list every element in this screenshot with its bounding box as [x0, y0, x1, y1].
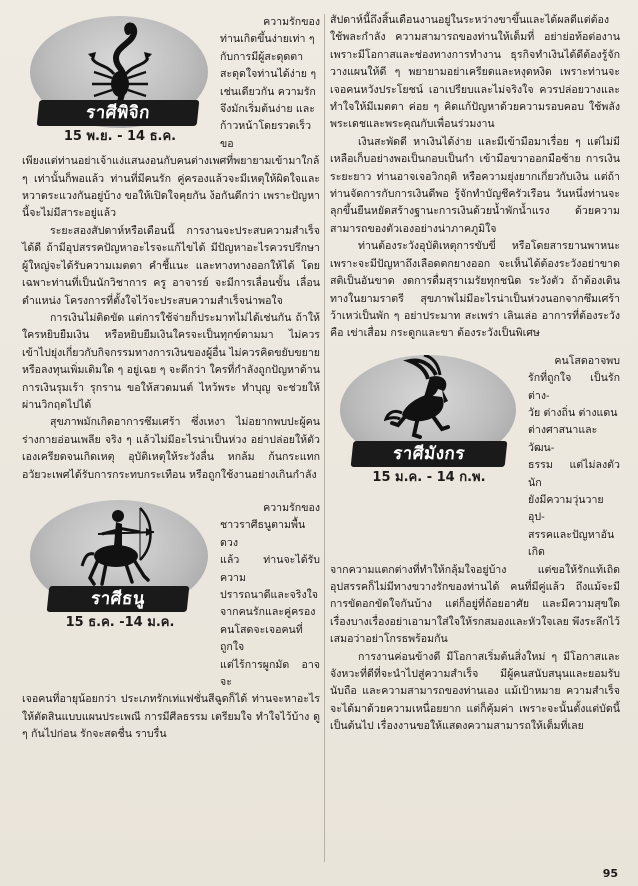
scorpio-money-text: การเงินไม่ติดขัด แต่การใช้จ่ายก็ประมาทไม่ได้เช่นกัน ถ้าให้ใครหยิบยืมเงิน หรือหยิบยืมเงินใครจะเป็นทุกข์ตามมา ไม่ควรเข้าไปยุ่งเกี่ยวกับกิจกรรมทางการเงินของผู้อื่น ไม่ควรคิดขยับขยายหรือลงทุนเพิ่มเติมใด ๆ อยู่เฉย ๆ จะดีกว่า ใครที่กำลังถูกปัญหาด้านการเงินรุมเร้า รุกราน ขอให้สวดมนต์ ไหว้พระ ทำบุญ จะช่วยให้ผ่านวิกฤตไปได้	[22, 311, 320, 411]
capricorn-goat-icon	[384, 355, 476, 439]
capricorn-date-range: 15 ม.ค. - 14 ก.พ.	[372, 469, 486, 485]
scorpio-date-range: 15 พ.ย. - 14 ธ.ค.	[63, 129, 177, 144]
scorpio-love-text: เพียงแต่ท่านอย่าเจ้าแง่แสนงอนกับคนต่างเพศที่พยายามเข้ามาใกล้ ๆ เท่านั้นก็พอแล้ว ท่านที่มีคนรัก คู่ครองแล้วจะมีเหตุให้ผิดใจและหวาดระแวงกันอยู่บ้าง ขอให้เปิดใจคุยกัน ง้อกันดีกว่า เพราะปัญหานี้จะไม่มีสาระอยู่แล้ว	[22, 155, 320, 220]
scorpio-side-line: เช่นเดียวกัน ความรัก	[220, 85, 316, 98]
sagittarius-header	[22, 498, 320, 691]
capricorn-header	[330, 353, 620, 562]
capricorn-side-line: ธรรม แต่ไม่ลงตัวนัก	[528, 459, 620, 489]
capricorn-side-line: วัย ต่างถิ่น ต่างแดน	[528, 406, 618, 419]
scorpio-side-line: ความรักของ	[263, 16, 320, 28]
scorpio-work-text: ระยะสองสัปดาห์หรือเดือนนี้ การงานจะประสบความสำเร็จได้ดี ถ้ามีอุปสรรคปัญหาอะไรจะแก้ไขได้ มีปัญหาอะไรควรปรึกษาผู้ใหญ่จะได้รับความเมตตา คำชี้แนะ และทางทางออกให้ได้ โดยเฉพาะท่านที่เป็นนักวิชาการ ครู อาจารย์ จะมีการเลื่อนขั้น เลื่อนตำแหน่ง โครงการที่ตั้งใจไว้จะประสบความสำเร็จน่าพอใจ	[22, 224, 320, 307]
capricorn-side-line: รักที่ถูกใจ เป็นรักต่าง-	[528, 372, 620, 402]
scorpio-side-line: สะดุดใจท่านได้ง่าย ๆ	[220, 68, 317, 81]
capricorn-sign-label: ราศีมังกร	[351, 441, 508, 467]
capricorn-side-line: คนโสดอาจพบ	[554, 354, 620, 367]
sagittarius-side-line: คนโสดจะเจอคนที่ถูกใจ	[220, 623, 303, 654]
sagittarius-side-line: ปรารถนาดีและจริงใจ	[220, 589, 318, 601]
sagittarius-side-line: แต่ไร้การผูกมัด อาจจะ	[220, 658, 320, 689]
scorpio-header	[22, 12, 320, 153]
scorpio-figure	[22, 12, 218, 144]
scorpio-sign-label: ราศีพิจิก	[37, 100, 200, 126]
capricorn-love-text: จากความแตกต่างที่ทำให้กลุ้มใจอยู่บ้าง แต่ขอให้รักแท้เถิด อุปสรรคก็ไม่มีทางขวางรักของท่านได้ คนที่มีคู่แล้ว ถึงแม้จะมีการขัดอกขัดใจกันบ้าง แต่ก็อยู่ที่ถ้อยอาศัย และมีความสุขใดเรื่องบางเรื่องอย่าเอามาใส่ใจให้รกสมองและหัวใจเลย พึงระลึกไว้เสมอว่าอย่าโกรธพร้อมกัน	[330, 563, 620, 646]
capricorn-work-text: การงานค่อนข้างดี มีโอกาสเริ่มต้นสิ่งใหม่ ๆ มีโอกาสและจังหวะที่ดีที่จะนำไปสู่ความสำเร็จ มีผู้คนสนับสนุนและยอมรับนับถือ และความสามารถของท่านเอง แม้เป้าหมาย ความสำเร็จจะได้มาด้วยความเหนื่อยยาก แต่ก็คุ้มค่า เพราะจะนั้นตั้งแต่บัดนี้เป็นต้นไป เรื่องงานขอให้แสดงความสามารถให้เต็มที่เลย	[330, 650, 620, 733]
left-column	[22, 12, 320, 864]
scorpio-continued-work-text: สัปดาห์นี้ถึงสิ้นเดือนงานอยู่ในระหว่างขาขึ้นและได้ผลดีแต่ต้องใช้พละกำลัง ความสามารถของท่านให้เต็มที่ อย่าย่อท้อต่องาน เพราะมีโอกาสและช่องทางการทำงาน ธุรกิจทำเงินได้ดีต้องรู้จักวางแผนให้ดี ๆ พยายามอย่าเครียดและหงุดหงิด เพราะท่านจะเจอคนหวังประโยชน์ เอาเปรียบและไม่จริงใจ ควรปล่อยวางและทำใจให้มีเมตตา ค่อย ๆ คิดแก้ปัญหาด้วยความรอบคอบ ใช้พลังพระเดชและพระคุณกับเพื่อนร่วมงาน	[330, 14, 620, 131]
scorpio-side-line: ท่านเกิดขึ้นง่ายเท่า ๆ	[220, 33, 315, 46]
scorpio-health-text: สุขภาพมักเกิดอาการซึมเศร้า ซึ่งเหงา ไม่อยากพบปะผู้คน ร่างกายอ่อนเพลีย จริง ๆ แล้วไม่มีอะไรน่าเป็นห่วง อย่าปล่อยให้ตัวเองเครียดจนเกิดเหตุ อุบัติเหตุให้ระวังลื่น หกล้ม ก้นกระแทก อวัยวะเพศได้รับการกระทบกระเทือน หรือถูกใช้งานอย่างเกินกำลัง	[22, 416, 320, 481]
capricorn-side-text	[528, 353, 620, 562]
capricorn-side-line: ต่างศาสนาและวัฒน-	[528, 424, 598, 454]
right-column	[330, 12, 620, 864]
sagittarius-figure	[22, 498, 218, 630]
scorpio-side-line: ก้าวหน้าโดยรวดเร็ว ขอ	[220, 120, 312, 150]
scorpion-icon	[82, 22, 158, 106]
capricorn-figure	[330, 353, 526, 485]
sagittarius-side-text	[220, 498, 320, 691]
scorpio-side-line: จึงมักเริ่มต้นง่าย และ	[220, 103, 315, 116]
sagittarius-sign-label: ราศีธนู	[47, 586, 190, 612]
sagittarius-side-line: ชาวราศีธนูตามพื้นดวง	[220, 519, 306, 549]
capricorn-side-line: ยังมีความวุ่นวาย อุป-	[528, 493, 604, 524]
sagittarius-love-text: เจอคนที่อายุน้อยกว่า ประเภทรักเท่แฟชั่นสีฉูดก็ได้ ท่านจะหาอะไรให้ตัดสินแบบแผนประเพณี การมีศีลธรรม เตรียมใจ ทำใจไว้บ้าง ดู ๆ กันไปก่อน รักจะสดชื่น ราบรื่น	[22, 693, 320, 741]
column-divider	[324, 14, 325, 862]
capricorn-side-line: สรรคและปัญหาอันเกิด	[528, 528, 615, 559]
scorpio-continued-health-text: ท่านต้องระวังอุบัติเหตุการขับขี่ หรือโดยสารยานพาหนะ เพราะจะมีปัญหาถึงเลือดตกยางออก จะเห็นได้ต้องระวังอย่าขาดสติเป็นอันขาด งดการดื่มสุราเมรัยทุกชนิด ระวังตัว ถ้าต้องเดินทางในยามราตรี สุขภาพไม่มีอะไรน่าเป็นห่วงนอกจากซึมเศร้า ว้าเหว่เป็นพัก ๆ อย่าประมาท สะเพร่า เลินเล่อ อาการที่ต้องระวัง คือ เข่าเสื่อม กระดูกและขา ต้องระวังเป็นพิเศษ	[330, 240, 620, 340]
scorpio-side-line: กับการมีผู้สะดุดตา	[220, 50, 304, 63]
scorpio-side-text	[220, 12, 320, 153]
sagittarius-side-line: แล้ว ท่านจะได้รับความ	[220, 554, 320, 584]
sagittarius-date-range: 15 ธ.ค. -14 ม.ค.	[65, 614, 175, 630]
page-number: 95	[602, 867, 618, 880]
sagittarius-side-line: ความรักของ	[263, 501, 320, 514]
sagittarius-side-line: จากคนรักและคู่ครอง	[220, 606, 316, 619]
archer-icon	[80, 502, 164, 590]
scorpio-continued-money-text: เงินสะพัดดี หาเงินได้ง่าย และมีเข้ามือมาเรื่อย ๆ แต่ไม่มีเหลือเก็บอย่างพอเป็นกอบเป็นกำ เข้ามือขวาออกมือซ้าย การเงินระยะยาว ท่านอาจเจอวิกฤติ หรือความยุ่งยากเกี่ยวกับเงิน แต่ถ้าท่านจัดการกับการเงินดีพอ รู้จักทำบัญชีครัวเรือน วันหนึ่งท่านจะลุกขึ้นยืนหยัดสร้างฐานะการเงินด้วยน้ำพักน้ำแรง ด้วยความสามารถของตัวเองอย่างน่าภาคภูมิใจ	[330, 135, 620, 235]
